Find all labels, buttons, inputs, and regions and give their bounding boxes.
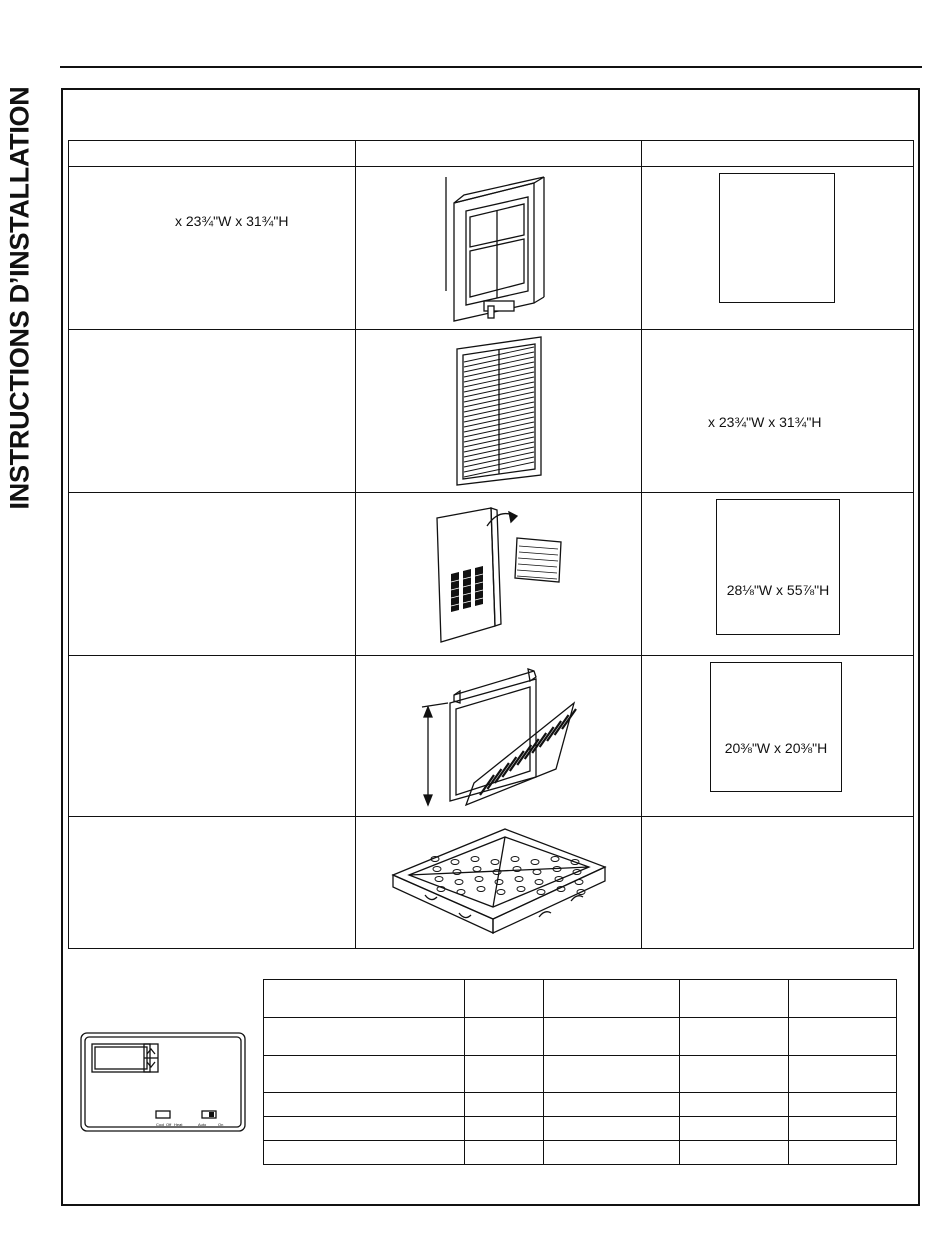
dimension-text: 28⅛"W x 55⅞"H: [726, 582, 830, 598]
image-cell: [356, 656, 642, 817]
dimension-cell: [642, 167, 914, 330]
switch-label-heat: Heat: [174, 1122, 183, 1127]
thermostat-spec-table: [263, 979, 897, 1165]
table-cell: [789, 980, 897, 1018]
table-row: [264, 1141, 897, 1165]
dimension-text: x 23¾"W x 31¾"H: [708, 414, 822, 430]
table-cell: [465, 1117, 544, 1141]
table-cell: [789, 1018, 897, 1056]
switch-label-off: Off: [166, 1122, 172, 1127]
table-cell: [544, 1093, 680, 1117]
image-cell: [356, 493, 642, 656]
thermostat-icon: [80, 1032, 246, 1132]
image-cell: [356, 817, 642, 949]
dimension-cell: [642, 493, 914, 656]
sub-base-icon: [389, 825, 609, 941]
wall-panel-grille-icon: [429, 502, 569, 646]
side-title-text: INSTRUCTIONS D’INSTALLATION: [4, 86, 35, 510]
accessories-table: [68, 140, 914, 949]
description-cell: [69, 656, 356, 817]
top-rule: [60, 66, 922, 68]
table-header-row: [69, 141, 914, 167]
table-cell: [465, 1141, 544, 1165]
side-title: [0, 28, 40, 568]
table-row: [264, 1117, 897, 1141]
table-row: [264, 1093, 897, 1117]
table-row: [264, 1018, 897, 1056]
dimension-cell: [642, 330, 914, 493]
table-cell: [680, 1093, 789, 1117]
table-cell: [544, 1018, 680, 1056]
table-cell: [264, 1117, 465, 1141]
table-cell: [544, 1056, 680, 1093]
table-cell: [465, 980, 544, 1018]
table-cell: [465, 1093, 544, 1117]
table-cell: [544, 980, 680, 1018]
table-cell: [789, 1117, 897, 1141]
description-cell: [69, 330, 356, 493]
table-cell: [789, 1056, 897, 1093]
table-cell: [544, 1117, 680, 1141]
table-row: [69, 167, 914, 330]
table-row: [69, 817, 914, 949]
dimension-text: 20⅜"W x 20⅜"H: [724, 740, 828, 756]
table-cell: [789, 1093, 897, 1117]
description-cell: [69, 167, 356, 330]
table-cell: [264, 1093, 465, 1117]
return-grille-icon: [414, 661, 584, 811]
table-cell: [264, 980, 465, 1018]
table-row: [264, 1056, 897, 1093]
header-cell: [642, 141, 914, 167]
dimension-cell: [642, 656, 914, 817]
thermostat: [80, 1032, 246, 1132]
image-cell: [356, 330, 642, 493]
dimension-box: [716, 499, 840, 635]
table-cell: [680, 980, 789, 1018]
table-row: [69, 656, 914, 817]
description-cell: [69, 817, 356, 949]
header-cell: [356, 141, 642, 167]
dimension-box: [710, 662, 842, 792]
description-cell: [69, 493, 356, 656]
image-cell: [356, 167, 642, 330]
louvered-grille-icon: [449, 335, 549, 487]
table-row: [69, 493, 914, 656]
table-row: [69, 330, 914, 493]
switch-label-cool: Cool: [156, 1122, 165, 1127]
header-cell: [69, 141, 356, 167]
table-cell: [789, 1141, 897, 1165]
table-cell: [465, 1056, 544, 1093]
switch-label-auto: Auto: [198, 1122, 207, 1127]
table-cell: [680, 1056, 789, 1093]
dimension-box: [719, 173, 835, 303]
table-cell: [680, 1018, 789, 1056]
table-cell: [465, 1018, 544, 1056]
table-cell: [264, 1056, 465, 1093]
table-cell: [680, 1117, 789, 1141]
description-dimension: x 23¾"W x 31¾"H: [175, 213, 289, 229]
dimension-cell: [642, 817, 914, 949]
table-cell: [544, 1141, 680, 1165]
table-cell: [264, 1018, 465, 1056]
switch-label-on: On: [218, 1122, 224, 1127]
table-row: [264, 980, 897, 1018]
table-cell: [264, 1141, 465, 1165]
wall-sleeve-icon: [444, 173, 554, 323]
table-cell: [680, 1141, 789, 1165]
